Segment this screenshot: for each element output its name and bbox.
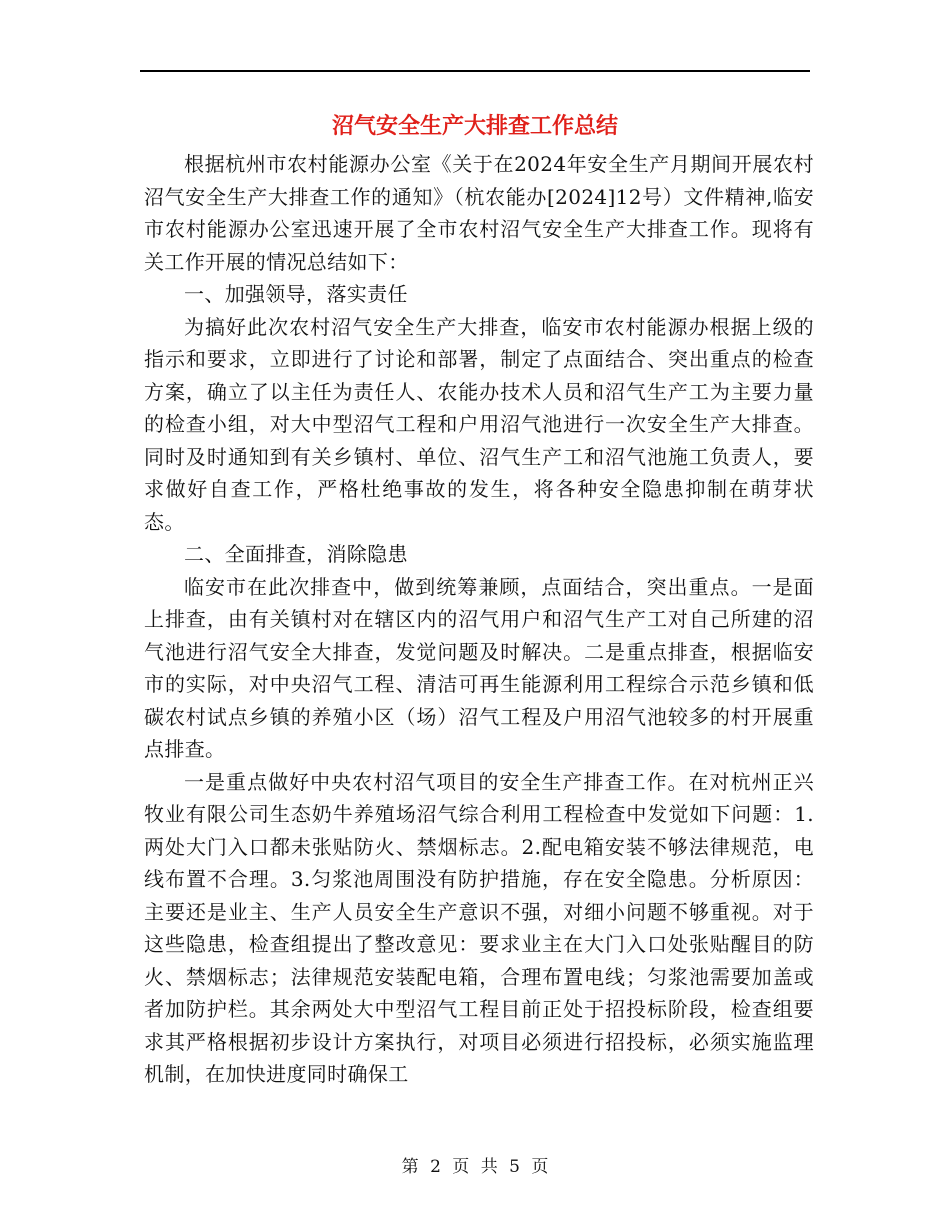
- header-rule: [140, 70, 810, 72]
- section-heading-1: 一、加强领导，落实责任: [184, 282, 408, 306]
- document-title: 沼气安全生产大排查工作总结: [331, 113, 618, 139]
- paragraph-section-2: 临安市在此次排查中，做到统筹兼顾，点面结合，突出重点。一是面上排查，由有关镇村对在辖区内的沼气用户和沼气生产工对自己所建的沼气池进行沼气安全大排查，发觉问题及时解决。二是重点排查，根据临安市的实际，对中央沼气工程、清洁可再生能源利用工程综合示范乡镇和低碳农村试点乡镇的养殖小区（场）沼气工程及户用沼气池较多的村开展重点排查。: [144, 574, 814, 761]
- paragraph-intro: 根据杭州市农村能源办公室《关于在2024年安全生产月期间开展农村沼气安全生产大排查工作的通知》（杭农能办[2024]12号）文件精神,临安市农村能源办公室迅速开展了全市农村沼气安全生产大排查工作。现将有关工作开展的情况总结如下：: [144, 152, 814, 274]
- section-heading-2: 二、全面排查，消除隐患: [184, 542, 408, 566]
- document-body: [144, 148, 814, 1091]
- paragraph-key-project: 一是重点做好中央农村沼气项目的安全生产排查工作。在对杭州正兴牧业有限公司生态奶牛养殖场沼气综合利用工程检查中发觉如下问题：1.两处大门入口都未张贴防火、禁烟标志。2.配电箱安装不够法律规范，电线布置不合理。3.匀浆池周围没有防护措施，存在安全隐患。分析原因：主要还是业主、生产人员安全生产意识不强，对细小问题不够重视。对于这些隐患，检查组提出了整改意见：要求业主在大门入口处张贴醒目的防火、禁烟标志；法律规范安装配电箱，合理布置电线；匀浆池需要加盖或者加防护栏。其余两处大中型沼气工程目前正处于招投标阶段，检查组要求其严格根据初步设计方案执行，对项目必须进行招投标，必须实施监理机制，在加快进度同时确保工: [144, 769, 814, 1086]
- paragraph-section-1: 为搞好此次农村沼气安全生产大排查，临安市农村能源办根据上级的指示和要求，立即进行了讨论和部署，制定了点面结合、突出重点的检查方案，确立了以主任为责任人、农能办技术人员和沼气生产工为主要力量的检查小组，对大中型沼气工程和户用沼气池进行一次安全生产大排查。同时及时通知到有关乡镇村、单位、沼气生产工和沼气池施工负责人，要求做好自查工作，严格杜绝事故的发生，将各种安全隐患抑制在萌芽状态。: [144, 314, 814, 534]
- page-number: 第 2 页 共 5 页: [401, 1157, 549, 1177]
